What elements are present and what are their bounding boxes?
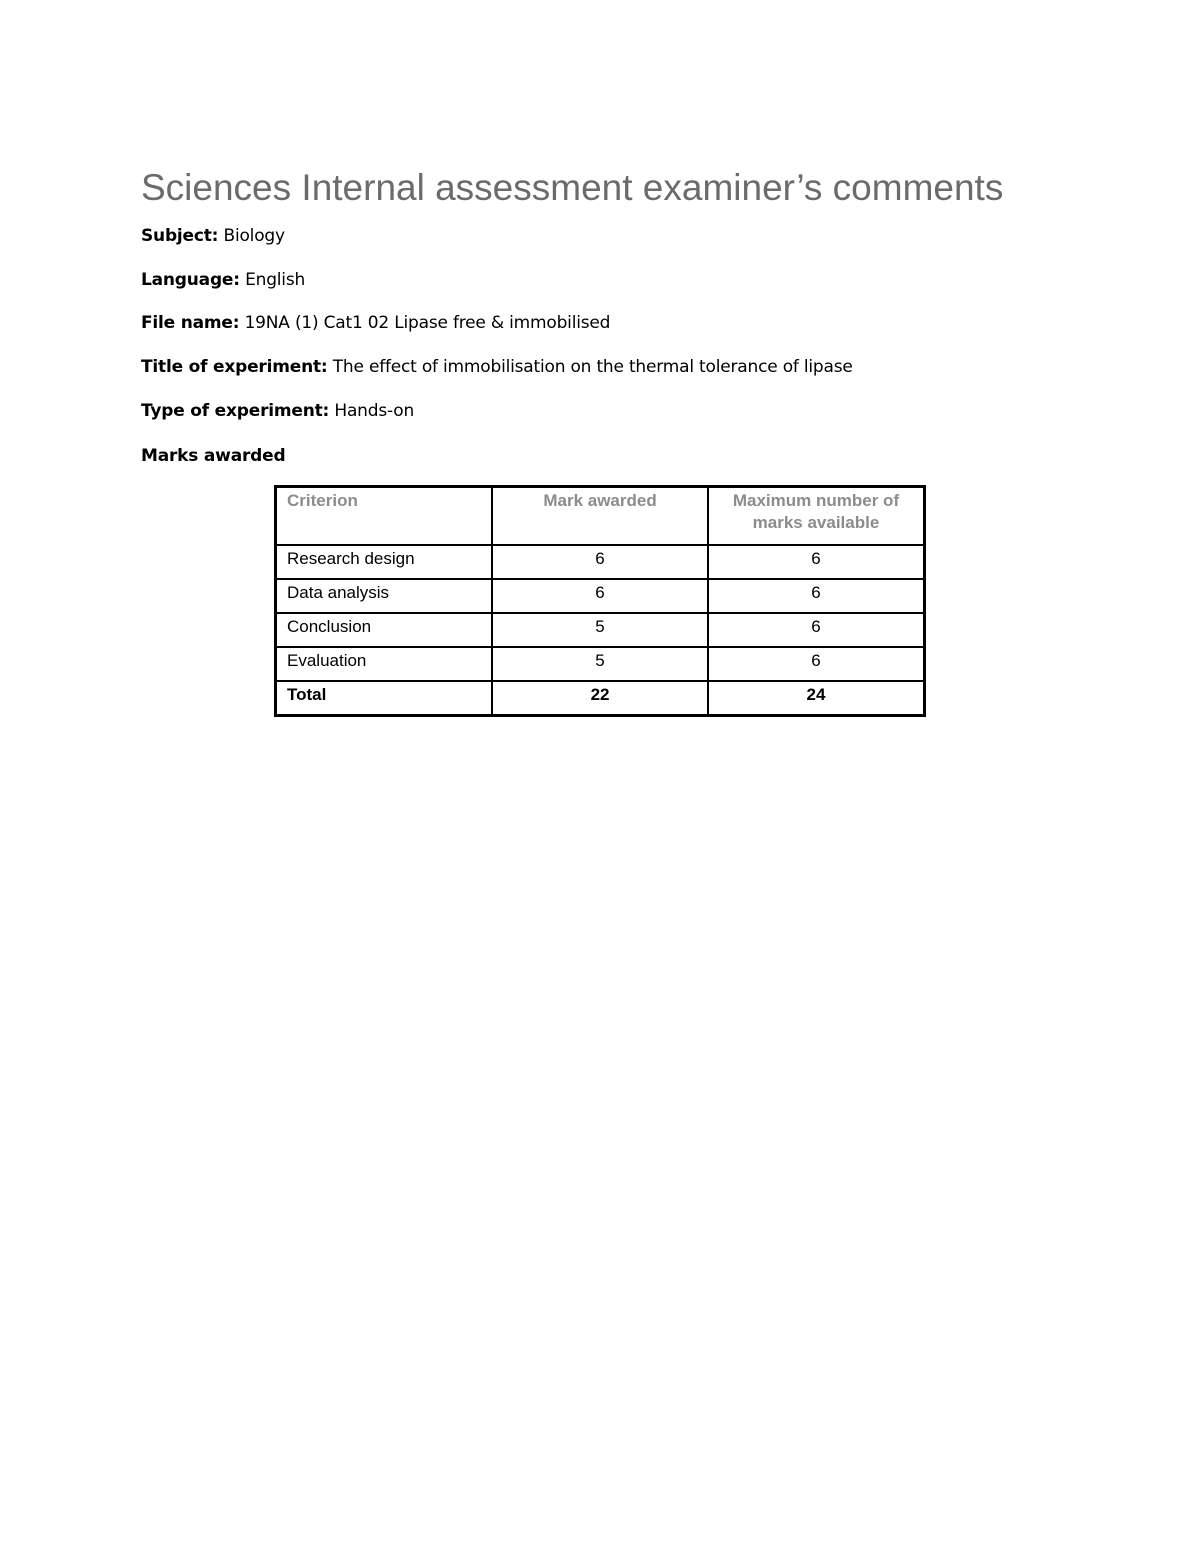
criterion-cell: Conclusion [276,613,493,647]
mark-cell: 6 [492,545,708,579]
experiment-type-field [141,399,414,423]
mark-cell: 5 [492,613,708,647]
marks-table [274,485,926,717]
experiment-title-label: Title of experiment: [141,357,328,377]
max-cell: 6 [708,545,925,579]
experiment-title-value: The effect of immobilisation on the thermal tolerance of lipase [332,357,853,377]
table-header-row [276,487,925,546]
mark-awarded-header: Mark awarded [492,487,708,546]
total-label-cell: Total [276,681,493,716]
subject-field [141,224,285,248]
marks-heading: Marks awarded [141,446,286,466]
total-row [276,681,925,716]
total-max-cell: 24 [708,681,925,716]
subject-label: Subject: [141,226,219,246]
total-mark-cell: 22 [492,681,708,716]
subject-value: Biology [223,226,285,246]
max-marks-header: Maximum number of marks available [708,487,925,546]
max-cell: 6 [708,579,925,613]
file-name-label: File name: [141,313,240,333]
file-name-value: 19NA (1) Cat1 02 Lipase free & immobilised [244,313,611,333]
criterion-cell: Data analysis [276,579,493,613]
table-row [276,613,925,647]
table-row [276,545,925,579]
experiment-type-label: Type of experiment: [141,401,330,421]
language-value: English [245,270,306,290]
language-label: Language: [141,270,240,290]
table-row [276,647,925,681]
language-field [141,268,305,292]
page-title: Sciences Internal assessment examiner’s comments [141,167,1004,208]
experiment-title-field [141,355,853,379]
max-cell: 6 [708,613,925,647]
mark-cell: 6 [492,579,708,613]
file-name-field [141,311,610,335]
criterion-header: Criterion [276,487,493,546]
experiment-type-value: Hands-on [334,401,415,421]
criterion-cell: Research design [276,545,493,579]
mark-cell: 5 [492,647,708,681]
table-row [276,579,925,613]
max-cell: 6 [708,647,925,681]
criterion-cell: Evaluation [276,647,493,681]
